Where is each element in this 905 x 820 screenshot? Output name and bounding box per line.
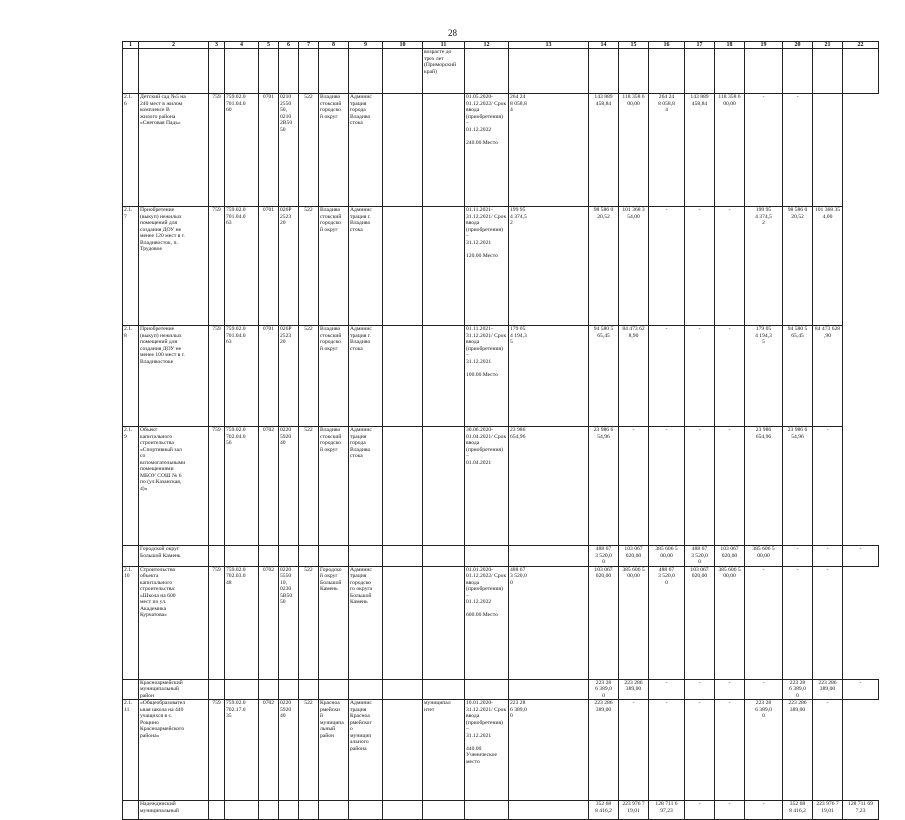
table-cell: -	[783, 546, 813, 567]
table-cell	[209, 49, 225, 94]
table-cell	[383, 326, 423, 427]
table-cell	[509, 546, 589, 567]
table-cell	[383, 679, 423, 700]
table-cell	[383, 801, 423, 820]
table-cell	[619, 49, 649, 94]
table-cell: 01.11.2021- 31.12.2021/ Срок ввода (приобретения) – 31.12.2021 100.00 Место	[465, 326, 509, 427]
table-cell: Админис трация г. Владиво стока	[349, 207, 383, 326]
table-cell	[349, 49, 383, 94]
table-cell	[279, 49, 299, 94]
table-cell: -	[813, 566, 843, 679]
table-cell: -	[745, 566, 783, 679]
table-cell	[465, 546, 509, 567]
table-cell	[509, 49, 589, 94]
subtotal-row	[123, 679, 879, 700]
table-cell: Приобретение (выкуп) нежилых помещений для создания ДОУ не менее 120 мест в г. Владивосток, п. Трудовое	[139, 207, 209, 326]
table-cell: 118 358 6 00,00	[619, 94, 649, 207]
table-cell: 759	[209, 326, 225, 427]
table-cell	[783, 49, 813, 94]
table-cell	[349, 546, 383, 567]
table-cell	[123, 679, 139, 700]
table-cell: -	[649, 207, 685, 326]
column-number-header: 5	[259, 42, 279, 49]
table-cell	[383, 566, 423, 679]
table-cell	[465, 49, 509, 94]
column-number-header: 10	[383, 42, 423, 49]
table-cell: 23 986 654,96	[745, 427, 783, 546]
table-cell: 385 606 5 00,00	[619, 566, 649, 679]
column-number-header: 13	[509, 42, 589, 49]
column-number-header: 2	[139, 42, 209, 49]
table-cell: Владиво стокский городско й округ	[319, 326, 349, 427]
table-cell	[259, 49, 279, 94]
subtotal-row	[123, 546, 879, 567]
table-cell: -	[813, 700, 843, 801]
table-cell: 0701	[259, 207, 279, 326]
table-cell: 179 05 4 194,3 5	[745, 326, 783, 427]
table-cell: 0701	[259, 94, 279, 207]
column-number-header: 3	[209, 42, 225, 49]
table-cell: -	[813, 427, 843, 546]
table-cell: Админис трация г. Владиво стока	[349, 326, 383, 427]
table-cell: -	[715, 207, 745, 326]
table-cell: 84 473 628 ,90	[813, 326, 843, 427]
column-number-header: 17	[685, 42, 715, 49]
table-cell: 026Р 2523 20	[279, 207, 299, 326]
table-cell	[319, 546, 349, 567]
table-row	[123, 700, 879, 801]
table-cell: -	[715, 679, 745, 700]
table-cell: 264 24 8 058,8 4	[649, 94, 685, 207]
table-cell	[209, 546, 225, 567]
table-cell: 01.01.2020- 01.12.2022/ Срок ввода (приобретения) – 01.12.2022 600.00 Место	[465, 566, 509, 679]
table-cell: -	[619, 427, 649, 546]
table-cell: 223 286 389,00	[619, 679, 649, 700]
table-cell: 522	[299, 326, 319, 427]
table-cell	[279, 679, 299, 700]
table-cell	[139, 49, 209, 94]
table-cell: 759.02.0 702.17.0 35	[225, 700, 259, 801]
table-cell	[319, 679, 349, 700]
table-cell: 2.1. 10	[123, 566, 139, 679]
table-cell: 522	[299, 566, 319, 679]
table-cell: -	[715, 326, 745, 427]
table-cell: 01.05.2020- 01.12.2022/ Срок ввода (приобретения) – 01.12.2022 240.00 Место	[465, 94, 509, 207]
investment-table	[122, 41, 879, 820]
table-cell: Городской округ Большой Камень	[139, 546, 209, 567]
table-cell: 2.1. 6	[123, 94, 139, 207]
table-cell: «Общеобразовател ьная школа на 440 учащихся в с. Рощино Красноармейского района»	[139, 700, 209, 801]
table-cell: 101 368 3 54,00	[619, 207, 649, 326]
table-cell	[423, 326, 465, 427]
table-cell: -	[649, 700, 685, 801]
table-cell: Строительство объекта капитального строительства: «Школа на 600 мест по ул. Академика Курчатова»	[139, 566, 209, 679]
table-cell: 98 586 0 20,52	[589, 207, 619, 326]
table-cell: 2.1. 9	[123, 427, 139, 546]
table-cell	[299, 546, 319, 567]
table-cell: 223 286 389,00	[589, 700, 619, 801]
table-cell: 522	[299, 700, 319, 801]
table-row	[123, 94, 879, 207]
column-number-header: 18	[715, 42, 745, 49]
column-number-header: 22	[843, 42, 879, 49]
table-cell	[383, 427, 423, 546]
table-cell	[349, 679, 383, 700]
table-cell: 488 67 3 520,0 0	[685, 546, 715, 567]
table-cell: 488 67 3 520,0 0	[589, 546, 619, 567]
subtotal-row	[123, 801, 879, 820]
column-number-header: 4	[225, 42, 259, 49]
table-cell	[225, 679, 259, 700]
table-cell: 352 68 8 416,2	[589, 801, 619, 820]
table-cell: -	[685, 427, 715, 546]
table-cell: 385 606 5 00,00	[649, 546, 685, 567]
table-cell	[259, 801, 279, 820]
table-cell: 223 28 6 389,0 0	[509, 700, 589, 801]
table-cell: -	[649, 427, 685, 546]
table-cell	[423, 94, 465, 207]
table-cell: 01.11.2021- 31.12.2021/ Срок ввода (приобретения) – 31.12.2021 120.00 Место	[465, 207, 509, 326]
table-cell: -	[685, 679, 715, 700]
table-cell	[225, 546, 259, 567]
table-cell: Админис трация городско го округа Большой Камень	[349, 566, 383, 679]
table-cell: 223 286 389,00	[783, 700, 813, 801]
table-cell: 0210 2550 50, 0210 2В50 50	[279, 94, 299, 207]
table-cell: 143 889 458,84	[685, 94, 715, 207]
table-cell: 352 68 8 416,2	[783, 801, 813, 820]
table-cell	[259, 679, 279, 700]
table-cell: Красноа рмейски й муниципа льный район	[319, 700, 349, 801]
table-cell: Городско й округ Большой Камень	[319, 566, 349, 679]
table-cell: 179 05 4 194,3 5	[509, 326, 589, 427]
table-cell	[813, 94, 843, 207]
table-cell: 101 368 35 4,00	[813, 207, 843, 326]
table-cell	[813, 49, 843, 94]
table-cell	[259, 546, 279, 567]
column-number-header: 11	[423, 42, 465, 49]
table-cell: 2.1. 7	[123, 207, 139, 326]
table-cell: 103 067 020,00	[589, 566, 619, 679]
table-cell: 488 67 3 520,0 0	[509, 566, 589, 679]
table-cell: 0702	[259, 427, 279, 546]
table-cell: -	[715, 427, 745, 546]
table-row	[123, 326, 879, 427]
table-cell: 103 067 020,00	[715, 546, 745, 567]
column-number-header: 21	[813, 42, 843, 49]
column-number-header: 19	[745, 42, 783, 49]
table-cell: Красноармейский муниципальный район	[139, 679, 209, 700]
table-cell	[349, 801, 383, 820]
table-cell	[299, 679, 319, 700]
table-cell: 488 67 3 520,0 0	[649, 566, 685, 679]
table-cell: 264 24 8 058,8 4	[509, 94, 589, 207]
table-cell	[319, 49, 349, 94]
table-cell: 223 28 6 389,0 0	[745, 700, 783, 801]
table-cell	[423, 546, 465, 567]
table-cell: 2.1. 11	[123, 700, 139, 801]
table-cell: -	[685, 801, 715, 820]
table-cell	[299, 49, 319, 94]
table-cell	[509, 679, 589, 700]
table-cell	[123, 801, 139, 820]
table-cell: 98 586 0 20,52	[783, 207, 813, 326]
table-cell: 759.02.0 701.04.0 63	[225, 326, 259, 427]
table-cell: -	[619, 700, 649, 801]
table-cell: Владиво стокский городско й округ	[319, 207, 349, 326]
continuation-row	[123, 49, 879, 94]
table-cell: 94 580 5 65,45	[783, 326, 813, 427]
column-number-header: 8	[319, 42, 349, 49]
column-number-header: 20	[783, 42, 813, 49]
table-cell	[383, 700, 423, 801]
table-cell: 759.02.0 702.04.0 56	[225, 427, 259, 546]
table-cell	[465, 679, 509, 700]
table-cell: 0220 5550 10, 0230 5В50 50	[279, 566, 299, 679]
table-cell: -	[745, 679, 783, 700]
table-cell: 759.02.0 702.03.0 48	[225, 566, 259, 679]
page-number: 28	[448, 28, 457, 38]
table-cell: 23 986 6 54,96	[783, 427, 813, 546]
table-cell	[123, 546, 139, 567]
table-cell: 84 473 62 8,90	[619, 326, 649, 427]
table-cell	[423, 427, 465, 546]
table-row	[123, 207, 879, 326]
table-cell: -	[685, 326, 715, 427]
table-cell: 223 28 6 389,0 0	[783, 679, 813, 700]
table-cell: -	[649, 679, 685, 700]
column-number-header: 12	[465, 42, 509, 49]
table-cell	[589, 49, 619, 94]
table-cell: -	[715, 700, 745, 801]
table-cell: Админис трация города Владиво стока	[349, 427, 383, 546]
table-cell: 522	[299, 207, 319, 326]
table-cell: 0220 5920 40	[279, 427, 299, 546]
table-cell: 759	[209, 427, 225, 546]
table-row	[123, 566, 879, 679]
table-cell: 522	[299, 427, 319, 546]
table-cell	[685, 49, 715, 94]
table-row	[123, 427, 879, 546]
table-cell	[383, 207, 423, 326]
table-cell	[225, 801, 259, 820]
table-cell: 223 976 7 19,01	[813, 801, 843, 820]
table-cell	[715, 49, 745, 94]
table-cell: 94 580 5 65,45	[589, 326, 619, 427]
table-cell: 385 606 5 00,00	[745, 546, 783, 567]
column-number-header: 14	[589, 42, 619, 49]
table-cell: 759	[209, 94, 225, 207]
table-cell: 118 358 6 00,00	[715, 94, 745, 207]
table-cell: Владиво стокский городско й округ	[319, 94, 349, 207]
table-cell	[209, 679, 225, 700]
table-cell: -	[745, 801, 783, 820]
table-cell: 759.02.0 701.04.0 63	[225, 207, 259, 326]
column-number-header: 7	[299, 42, 319, 49]
column-number-header: 1	[123, 42, 139, 49]
table-cell	[209, 801, 225, 820]
header-row	[123, 42, 879, 49]
table-cell: 128 711 6 97,23	[649, 801, 685, 820]
table-cell	[465, 801, 509, 820]
column-number-header: 15	[619, 42, 649, 49]
table-cell: 199 95 4 374,5 2	[509, 207, 589, 326]
table-cell: 10.01.2020- 31.12.2021/ Срок ввода (приобретения) – 31.12.2021 440.00 Ученическое место	[465, 700, 509, 801]
table-cell: -	[783, 566, 813, 679]
table-cell: -	[745, 94, 783, 207]
table-cell	[383, 546, 423, 567]
table-cell: -	[715, 801, 745, 820]
table-cell: -	[843, 679, 879, 700]
table-cell: Надеждинский муниципальный	[139, 801, 209, 820]
table-cell	[123, 49, 139, 94]
table-cell: -	[783, 94, 813, 207]
table-cell: -	[685, 207, 715, 326]
column-number-header: 6	[279, 42, 299, 49]
table-cell	[509, 801, 589, 820]
table-cell: 759	[209, 207, 225, 326]
table-cell: 0220 5920 40	[279, 700, 299, 801]
column-number-header: 16	[649, 42, 685, 49]
table-cell	[279, 801, 299, 820]
table-cell: 0701	[259, 326, 279, 427]
table-cell: -	[843, 546, 879, 567]
table-cell: -	[649, 326, 685, 427]
table-cell: 522	[299, 94, 319, 207]
table-cell: 199 95 4 374,5 2	[745, 207, 783, 326]
table-cell	[423, 679, 465, 700]
table-cell: Объект капитального строительства «Спортивный зал со вспомогательными помещениями МБОУ СОШ № 6 по (ул.Казанская, 4)»	[139, 427, 209, 546]
table-cell	[279, 546, 299, 567]
table-cell: 103 067 020,00	[619, 546, 649, 567]
table-cell: Приобретение (выкуп) нежилых помещений для создания ДОУ не менее 100 мест в г. Владивостоке	[139, 326, 209, 427]
table-cell: 759	[209, 700, 225, 801]
table-cell: 103 067 020,00	[685, 566, 715, 679]
table-cell: 223 28 6 389,0 0	[589, 679, 619, 700]
table-cell: 223 976 7 19,01	[619, 801, 649, 820]
table-cell: 026Р 2523 20	[279, 326, 299, 427]
table-cell	[745, 49, 783, 94]
table-cell: 759.02.0 701.04.0 60	[225, 94, 259, 207]
table-cell: возрасте до трех лет (Приморский край)	[423, 49, 465, 94]
table-cell	[843, 49, 879, 94]
table-cell	[225, 49, 259, 94]
table-cell: 30.06.2020- 01.04.2021/ Срок ввода (приобретения) – 01.04.2021	[465, 427, 509, 546]
table-cell: Детский сад №5 на 240 мест в жилом комплексе В жилого района «Снеговая Падь»	[139, 94, 209, 207]
table-cell: -	[813, 546, 843, 567]
table-cell: Админис трация Красноа рмейског о муницип ального района	[349, 700, 383, 801]
table-cell	[383, 49, 423, 94]
table-cell: муниципал итет	[423, 700, 465, 801]
table-cell: 128 711 69 7,23	[843, 801, 879, 820]
table-cell: Владиво стокский городско й округ	[319, 427, 349, 546]
table-cell: 0702	[259, 566, 279, 679]
table-cell: -	[685, 700, 715, 801]
table-cell: 223 286 389,00	[813, 679, 843, 700]
table-cell: 0702	[259, 700, 279, 801]
table-cell: 23 986 6 54,96	[589, 427, 619, 546]
table-cell: 2.1. 8	[123, 326, 139, 427]
table-cell	[423, 566, 465, 679]
table-cell	[423, 207, 465, 326]
table-cell	[299, 801, 319, 820]
table-cell	[649, 49, 685, 94]
table-cell	[383, 94, 423, 207]
table-cell: 385 606 5 00,00	[715, 566, 745, 679]
table-cell: 759	[209, 566, 225, 679]
table-cell: Админис трация города Владиво стока	[349, 94, 383, 207]
table-cell	[319, 801, 349, 820]
table-cell: 143 889 458,84	[589, 94, 619, 207]
column-number-header: 9	[349, 42, 383, 49]
table-cell	[423, 801, 465, 820]
table-cell: 23 986 654,96	[509, 427, 589, 546]
